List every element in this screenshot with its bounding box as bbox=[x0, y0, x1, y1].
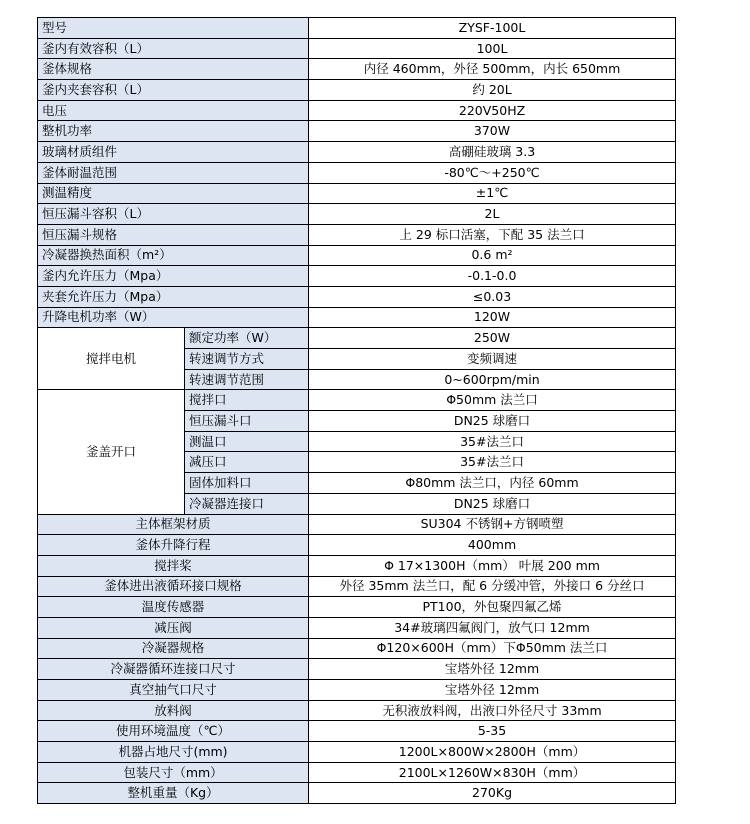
table-row bbox=[38, 162, 676, 183]
spec-label: 釜内夹套容积（L） bbox=[38, 80, 309, 101]
spec-value: 变频调速 bbox=[309, 349, 676, 370]
spec-table bbox=[37, 17, 676, 804]
table-row bbox=[38, 700, 676, 721]
spec-value: 高硼硅玻璃 3.3 bbox=[309, 142, 676, 163]
table-row bbox=[38, 121, 676, 142]
spec-label: 主体框架材质 bbox=[38, 514, 309, 535]
spec-value: Φ80mm 法兰口，内径 60mm bbox=[309, 473, 676, 494]
spec-value: 无积液放料阀，出液口外径尺寸 33mm bbox=[309, 700, 676, 721]
spec-label: 温度传感器 bbox=[38, 597, 309, 618]
spec-value: 100L bbox=[309, 38, 676, 59]
spec-sublabel: 减压口 bbox=[185, 452, 309, 473]
spec-label: 恒压漏斗容积（L） bbox=[38, 204, 309, 225]
spec-label: 冷凝器循环连接口尺寸 bbox=[38, 659, 309, 680]
spec-label: 恒压漏斗规格 bbox=[38, 224, 309, 245]
spec-value: 上 29 标口活塞，下配 35 法兰口 bbox=[309, 224, 676, 245]
spec-value: 2L bbox=[309, 204, 676, 225]
spec-value: 外径 35mm 法兰口，配 6 分缓冲管，外接口 6 分丝口 bbox=[309, 576, 676, 597]
spec-sublabel: 转速调节方式 bbox=[185, 349, 309, 370]
spec-value: DN25 球磨口 bbox=[309, 493, 676, 514]
spec-label: 玻璃材质组件 bbox=[38, 142, 309, 163]
spec-label: 釜内允许压力（Mpa） bbox=[38, 266, 309, 287]
table-row bbox=[38, 142, 676, 163]
table-row bbox=[38, 204, 676, 225]
spec-label: 升降电机功率（W） bbox=[38, 307, 309, 328]
spec-value: SU304 不锈钢+方钢喷塑 bbox=[309, 514, 676, 535]
spec-value: 120W bbox=[309, 307, 676, 328]
table-row bbox=[38, 266, 676, 287]
spec-value: 约 20L bbox=[309, 80, 676, 101]
table-row bbox=[38, 659, 676, 680]
spec-label: 釜体耐温范围 bbox=[38, 162, 309, 183]
spec-value: 34#玻璃四氟阀门，放气口 12mm bbox=[309, 617, 676, 638]
spec-value: 2100L×1260W×830H（mm） bbox=[309, 762, 676, 783]
table-row bbox=[38, 286, 676, 307]
spec-value: 宝塔外径 12mm bbox=[309, 659, 676, 680]
table-row bbox=[38, 617, 676, 638]
spec-label: 减压阀 bbox=[38, 617, 309, 638]
spec-label: 整机功率 bbox=[38, 121, 309, 142]
table-row bbox=[38, 183, 676, 204]
spec-label: 冷凝器换热面积（m²） bbox=[38, 245, 309, 266]
table-row bbox=[38, 38, 676, 59]
table-row bbox=[38, 328, 676, 349]
spec-label: 真空抽气口尺寸 bbox=[38, 680, 309, 701]
spec-label: 釜体规格 bbox=[38, 59, 309, 80]
spec-sublabel: 搅拌口 bbox=[185, 390, 309, 411]
spec-label: 釜体升降行程 bbox=[38, 535, 309, 556]
spec-label: 釜体进出液循环接口规格 bbox=[38, 576, 309, 597]
table-row bbox=[38, 783, 676, 804]
spec-value: ZYSF-100L bbox=[309, 18, 676, 39]
spec-value: PT100，外包聚四氟乙烯 bbox=[309, 597, 676, 618]
spec-value: Φ 17×1300H（mm） 叶展 200 mm bbox=[309, 555, 676, 576]
spec-label: 包装尺寸（mm） bbox=[38, 762, 309, 783]
spec-label: 放料阀 bbox=[38, 700, 309, 721]
spec-sublabel: 测温口 bbox=[185, 431, 309, 452]
table-row bbox=[38, 576, 676, 597]
spec-label: 电压 bbox=[38, 100, 309, 121]
spec-value: 35#法兰口 bbox=[309, 452, 676, 473]
table-row bbox=[38, 100, 676, 121]
spec-table-body bbox=[38, 18, 676, 804]
spec-label: 搅拌桨 bbox=[38, 555, 309, 576]
spec-value: ≤0.03 bbox=[309, 286, 676, 307]
spec-value: Φ50mm 法兰口 bbox=[309, 390, 676, 411]
table-row bbox=[38, 307, 676, 328]
table-row bbox=[38, 514, 676, 535]
table-row bbox=[38, 680, 676, 701]
group-label-stirring-motor: 搅拌电机 bbox=[38, 328, 185, 390]
table-row bbox=[38, 721, 676, 742]
spec-value: Φ120×600H（mm）下Φ50mm 法兰口 bbox=[309, 638, 676, 659]
spec-label: 整机重量（Kg） bbox=[38, 783, 309, 804]
spec-label: 型号 bbox=[38, 18, 309, 39]
table-row bbox=[38, 535, 676, 556]
spec-value: 270Kg bbox=[309, 783, 676, 804]
spec-value: 0~600rpm/min bbox=[309, 369, 676, 390]
table-row bbox=[38, 597, 676, 618]
table-row bbox=[38, 555, 676, 576]
spec-sublabel: 恒压漏斗口 bbox=[185, 411, 309, 432]
table-row bbox=[38, 245, 676, 266]
spec-label: 机器占地尺寸(mm) bbox=[38, 742, 309, 763]
spec-value: -80℃～+250℃ bbox=[309, 162, 676, 183]
spec-value: -0.1-0.0 bbox=[309, 266, 676, 287]
spec-value: 1200L×800W×2800H（mm） bbox=[309, 742, 676, 763]
spec-label: 夹套允许压力（Mpa） bbox=[38, 286, 309, 307]
table-row bbox=[38, 59, 676, 80]
spec-value: 220V50HZ bbox=[309, 100, 676, 121]
table-row bbox=[38, 638, 676, 659]
group-label-lid-openings: 釜盖开口 bbox=[38, 390, 185, 514]
spec-label: 使用环境温度（℃） bbox=[38, 721, 309, 742]
spec-sublabel: 转速调节范围 bbox=[185, 369, 309, 390]
table-row bbox=[38, 18, 676, 39]
spec-sublabel: 额定功率（W） bbox=[185, 328, 309, 349]
table-row bbox=[38, 742, 676, 763]
spec-label: 釜内有效容积（L） bbox=[38, 38, 309, 59]
spec-sublabel: 冷凝器连接口 bbox=[185, 493, 309, 514]
spec-label: 测温精度 bbox=[38, 183, 309, 204]
spec-value: 400mm bbox=[309, 535, 676, 556]
spec-value: 0.6 m² bbox=[309, 245, 676, 266]
spec-value: DN25 球磨口 bbox=[309, 411, 676, 432]
spec-value: 35#法兰口 bbox=[309, 431, 676, 452]
spec-value: 250W bbox=[309, 328, 676, 349]
spec-label: 冷凝器规格 bbox=[38, 638, 309, 659]
table-row bbox=[38, 224, 676, 245]
spec-value: 370W bbox=[309, 121, 676, 142]
table-row bbox=[38, 80, 676, 101]
table-row bbox=[38, 390, 676, 411]
spec-value: ±1℃ bbox=[309, 183, 676, 204]
spec-value: 5-35 bbox=[309, 721, 676, 742]
spec-value: 宝塔外径 12mm bbox=[309, 680, 676, 701]
spec-value: 内径 460mm，外径 500mm，内长 650mm bbox=[309, 59, 676, 80]
spec-sublabel: 固体加料口 bbox=[185, 473, 309, 494]
table-row bbox=[38, 762, 676, 783]
